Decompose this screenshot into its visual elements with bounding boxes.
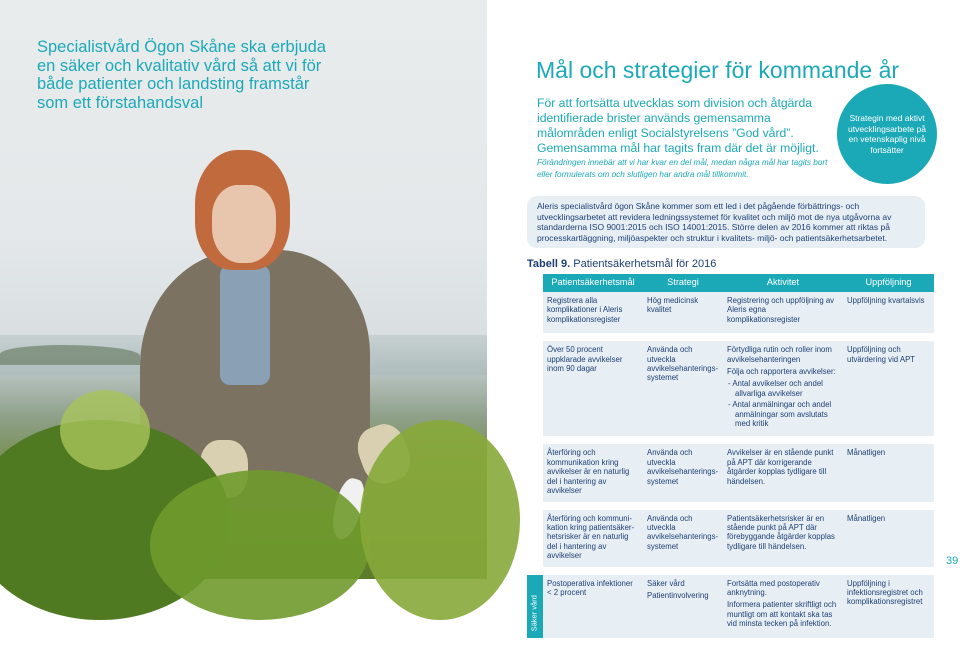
cell-text: Registrering och uppföljning av Aleris egna komplikationsregister xyxy=(727,296,835,324)
intro-subtext: Förändringen innebär att vi har kvar en del mål, medan några mål har tagits bort eller formulerats om och slutligen har andra mål tillkommit. xyxy=(537,158,828,179)
intro-text: För att fortsätta utvecklas som division och åtgärda identifierade brister används gemensamma målområden enligt Socialstyrelsens ”God vård”. Gemensamma mål har tagits fram där det är möjligt. xyxy=(537,96,819,155)
table-row xyxy=(527,571,934,642)
cell-followup: Månatligen xyxy=(843,506,934,571)
cell-goal: Återföring och kommunikation kring avvikelser är en naturlig del i hantering av avvikelser xyxy=(543,440,643,505)
page-title: Mål och strategier för kommande år xyxy=(536,57,900,83)
table-row xyxy=(527,292,934,337)
cell-followup: Månatligen xyxy=(843,440,934,505)
cell-goal: Postoperativa infektioner < 2 procent xyxy=(543,571,643,642)
cell-text: Avvikelser är en stående punkt på APT där korrigerande åtgärder kopplas tydligare till händelsen. xyxy=(727,448,834,486)
col-header-followup: Uppföljning xyxy=(843,274,934,292)
side-label-cell xyxy=(527,571,543,642)
cell-activity xyxy=(723,571,843,642)
table-header-row xyxy=(527,274,934,292)
cell-activity xyxy=(723,292,843,337)
cell-goal: Över 50 procent uppklarade avvikelser inom 90 dagar xyxy=(543,337,643,440)
cell-followup: Uppföljning i infektionsregistret och komplikationsregistret xyxy=(843,571,934,642)
cell-strategy xyxy=(643,506,723,571)
cell-strategy xyxy=(643,337,723,440)
side-label: Säker vård xyxy=(529,595,539,632)
cell-text: Säker vård xyxy=(647,578,685,588)
strategy-circle xyxy=(837,84,937,184)
side-label-cell xyxy=(527,292,543,571)
table-row xyxy=(527,440,934,505)
cell-text: Använda och utveckla avvikelsehanteringssystemet xyxy=(647,448,719,486)
cell-text: Använda och utveckla avvikelsehanteringssystemet xyxy=(647,345,719,383)
list-item: - Antal avvikelser och andel allvarliga avvikelser xyxy=(728,379,823,398)
info-box: Aleris specialistvård ögon Skåne kommer som ett led i det pågående förbättrings- och utvecklingsarbetet att revidera ledningssystemet för kvalitet och miljö mot de nya utgåvorna av standarderna ISO 9001:2015 och ISO 14001:2015. Större delen av 2016 kommer att riktas på processkartläggning, miljöaspekter och struktur i kvalitets- miljö- och patientsäkerhetsarbetet. xyxy=(527,196,925,248)
table-caption: Patientsäkerhetsmål för 2016 xyxy=(573,258,717,270)
table-title xyxy=(527,258,716,270)
cell-activity xyxy=(723,506,843,571)
patient-safety-table xyxy=(527,274,934,646)
cell-text: Förtydliga rutin och roller inom avvikelsehanteringen xyxy=(727,345,832,364)
cell-text: Patientsäkerhetsrisker är en stående punkt på APT där förebyggande åtgärder kopplas tydligare till händelsen. xyxy=(727,513,835,551)
col-header-goal: Patientsäkerhetsmål xyxy=(543,274,643,292)
cell-text: Följa och rapportera avvikelser: xyxy=(727,367,836,377)
cell-followup: Uppföljning kvartalsvis xyxy=(843,292,934,337)
cell-text: Fortsätta med postoperativ anknytning. xyxy=(727,578,820,597)
table-number: Tabell 9. xyxy=(527,258,571,270)
page-number: 39 xyxy=(946,555,959,567)
distant-treeline xyxy=(0,345,140,365)
cell-goal: Registrera alla komplikationer i Aleris komplikationsregister xyxy=(543,292,643,337)
tagline: Specialistvård Ögon Skåne ska erbjuda en säker och kvalitativ vård så att vi för både patienter och landsting framstår som ett förstahandsval xyxy=(37,38,326,112)
cell-followup: Uppföljning och utvärdering vid APT xyxy=(843,337,934,440)
cover-photo xyxy=(0,0,487,579)
cell-text: Patientinvolvering xyxy=(647,590,709,600)
col-header-strategy: Strategi xyxy=(643,274,723,292)
cell-text: Hög medicinsk kvalitet xyxy=(647,296,699,315)
cell-text: Informera patienter skriftligt och muntligt om att kontakt ska tas vid minsta tecken på infektion. xyxy=(727,600,837,629)
cell-goal: Återföring och kommunikation kring patientsäkerhetsrisker är en naturlig del i hantering av avvikelser xyxy=(543,506,643,571)
cell-strategy xyxy=(643,292,723,337)
cell-strategy xyxy=(643,440,723,505)
list-item: - Antal anmälningar och andel anmälningar som avslutats med kritik xyxy=(728,400,832,429)
col-header-activity: Aktivitet xyxy=(723,274,843,292)
cell-strategy xyxy=(643,571,723,642)
table-row xyxy=(527,337,934,440)
strategy-circle-text: Strategin med aktivt utvecklingsarbete på en vetenskaplig nivå fortsätter xyxy=(848,113,926,155)
cell-text: Använda och utveckla avvikelsehanteringssystemet xyxy=(647,513,719,551)
table-row xyxy=(527,506,934,571)
cell-activity xyxy=(723,337,843,440)
cell-activity xyxy=(723,440,843,505)
